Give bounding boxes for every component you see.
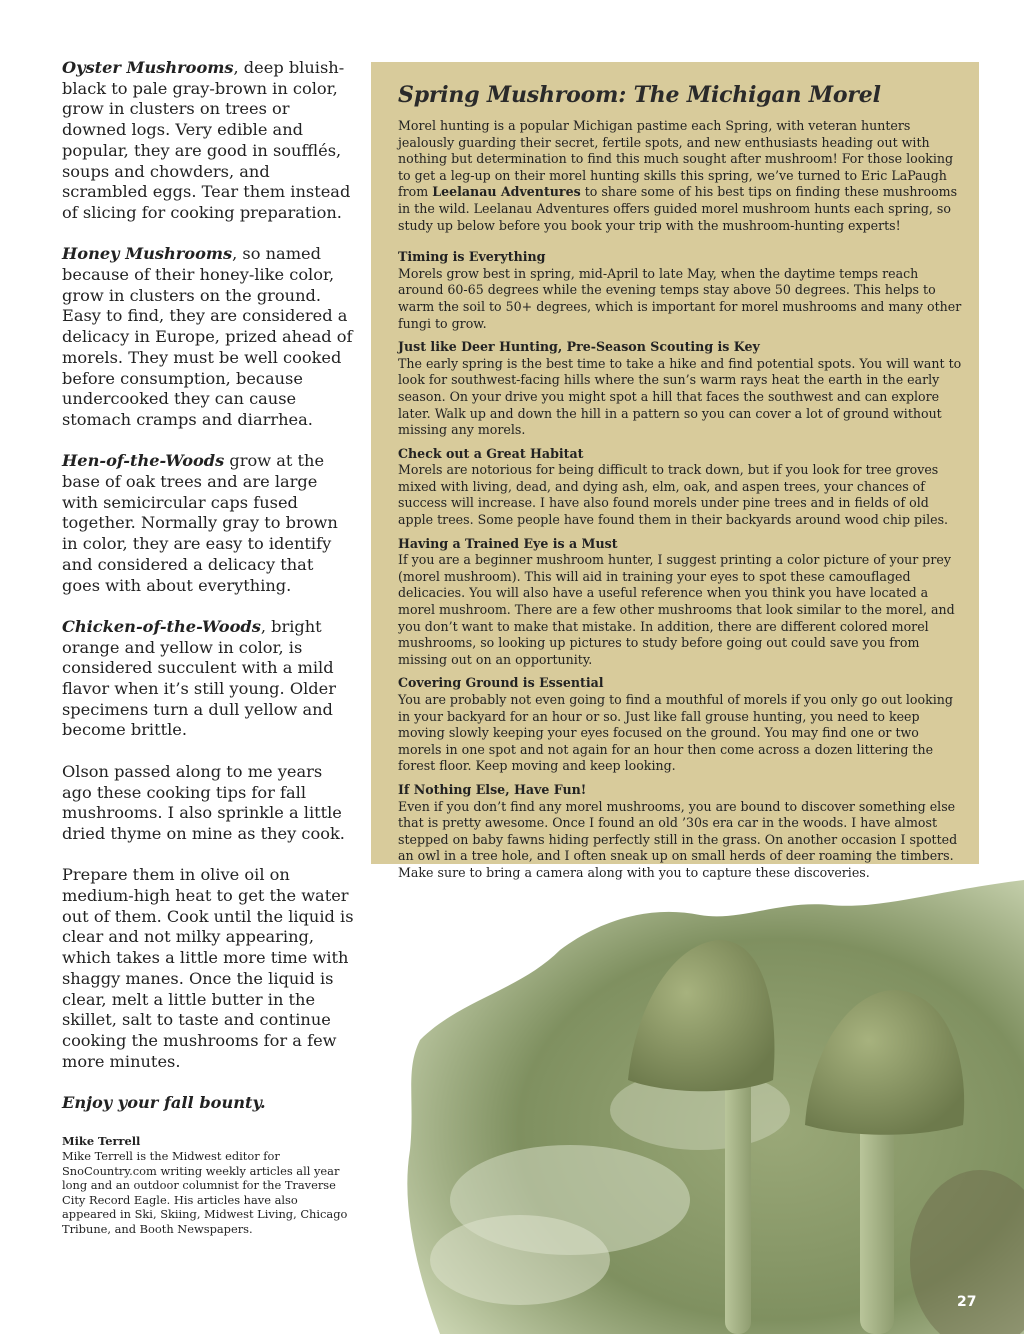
closing-line: Enjoy your fall bounty.	[62, 1093, 266, 1113]
section-title: Covering Ground is Essential	[398, 675, 604, 691]
chicken-heading: Chicken-of-the-Woods	[62, 616, 261, 636]
paragraph-honey	[62, 244, 354, 430]
hen-heading: Hen-of-the-Woods	[62, 451, 225, 471]
oyster-heading: Oyster Mushrooms	[62, 58, 234, 77]
hen-text: grow at the base of oak trees and are large with semicircular caps fused together. Normally gray to brown in color, they are easy to identify and considered a delicacy that goes with about everything.	[62, 451, 338, 595]
oyster-text: , deep bluish-black to pale gray-brown in color, grow in clusters on trees or downed logs. Very edible and popular, they are good in soufflés, soups and chowders, and scrambled eggs. Tear them instead of slicing for cooking preparation.	[62, 58, 351, 222]
section-title: Just like Deer Hunting, Pre-Season Scouting is Key	[398, 339, 760, 355]
mushroom-photo	[400, 880, 1024, 1334]
sidebar-title: Spring Mushroom: The Michigan Morel	[398, 82, 881, 108]
sidebar-section	[398, 339, 963, 439]
intro-company: Leelanau Adventures	[432, 184, 581, 200]
article-column	[62, 58, 354, 1237]
sidebar-intro	[398, 118, 963, 234]
intro-part-a: Morel hunting is a popular Michigan pastime each Spring, with veteran hunters jealously guarding their secret, fertile spots, and new enthusiasts heading out with nothing but determination to find this much sought after mushroom! For those looking to get a leg-up on their morel hunting skills this spring, we’ve turned to Eric LaPaugh from	[398, 118, 954, 200]
section-body: Even if you don’t find any morel mushrooms, you are bound to discover something else that is pretty awesome. Once I found an old ’30s era car in the woods. I have almost stepped on baby fawns hiding perfectly still in the grass. On another occasion I spotted an owl in a tree hole, and I often sneak up on small herds of deer roaming the timbers. Make sure to bring a camera along with you to capture these discoveries.	[398, 798, 958, 880]
chicken-text: , bright orange and yellow in color, is considered succulent with a mild flavor when it’s still young. Older specimens turn a dull yellow and become brittle.	[62, 616, 336, 740]
paragraph-prepare: Prepare them in olive oil on medium-high heat to get the water out of them. Cook until the liquid is clear and not milky appearing, which takes a little more time with shaggy manes. Once the liquid is clear, melt a little butter in the skillet, salt to taste and continue cooking the mushrooms for a few more minutes.	[62, 865, 354, 1071]
section-title: Timing is Everything	[398, 249, 546, 265]
author-name: Mike Terrell	[62, 1134, 141, 1149]
section-body: If you are a beginner mushroom hunter, I suggest printing a color picture of your prey (morel mushroom). This will aid in training your eyes to spot these camouflaged delicacies. You will also have a useful reference when you think you have located a morel mushroom. There are a few other mushrooms that look similar to the morel, and you don’t want to make that mistake. In addition, there are different colored morel mushrooms, so looking up pictures to study before going out could save you from missing out on an opportunity.	[398, 552, 955, 667]
sidebar-section	[398, 446, 963, 529]
left-mushroom-stem	[725, 1060, 751, 1334]
sidebar-section	[398, 675, 963, 775]
sidebar-section	[398, 249, 963, 332]
section-body: Morels are notorious for being difficult to track down, but if you look for tree groves mixed with living, dead, and dying ash, elm, oak, and aspen trees, your chances of success will increase. I have also found morels under pine trees and in fields of old apple trees. Some people have found them in their backyards around wood chip piles.	[398, 462, 949, 528]
section-body: Morels grow best in spring, mid-April to late May, when the daytime temps reach around 60-65 degrees while the evening temps stay above 50 degrees. This helps to warm the soil to 50+ degrees, which is important for morel mushrooms and many other fungi to grow.	[398, 265, 962, 331]
moss-patch	[430, 1215, 610, 1305]
right-mushroom-stem	[860, 1110, 894, 1334]
honey-heading: Honey Mushrooms	[62, 244, 233, 264]
author-bio-text: Mike Terrell is the Midwest editor for SnoCountry.com writing weekly articles all year long and an outdoor columnist for the Traverse City Record Eagle. His articles have also appeared in Ski, Skiing, Midwest Living, Chicago Tribune, and Booth Newspapers.	[62, 1149, 348, 1237]
sidebar-section	[398, 782, 963, 882]
section-body: You are probably not even going to find a mouthful of morels if you only go out looking in your backyard for an hour or so. Just like fall grouse hunting, you need to keep moving slowly keeping your eyes focused on the ground. You may find one or two morels in one spot and not again for an hour then come across a dozen littering the forest floor. Keep moving and keep looking.	[398, 692, 953, 774]
paragraph-olson: Olson passed along to me years ago these cooking tips for fall mushrooms. I also sprinkle a little dried thyme on mine as they cook.	[62, 761, 345, 843]
paragraph-hen	[62, 451, 354, 596]
section-body: The early spring is the best time to take a hike and find potential spots. You will want to look for southwest-facing hills where the sun’s warm rays heat the earth in the early season. On your drive you might spot a hill that faces the southwest and can explore later. Walk up and down the hill in a pattern so you can cover a lot of ground without missing any morels.	[398, 355, 962, 438]
author-bio	[62, 1134, 354, 1236]
page-number: 27	[957, 1294, 977, 1310]
section-title: If Nothing Else, Have Fun!	[398, 781, 587, 797]
section-title: Having a Trained Eye is a Must	[398, 535, 618, 551]
sidebar-section	[398, 536, 963, 669]
morel-sidebar	[371, 62, 979, 880]
honey-text: , so named because of their honey-like color, grow in clusters on the ground. Easy to find, they are considered a delicacy in Europe, prized ahead of morels. They must be well cooked before consumption, because undercooked they can cause stomach cramps and diarrhea.	[62, 244, 353, 429]
paragraph-chicken	[62, 617, 354, 741]
section-title: Check out a Great Habitat	[398, 445, 584, 461]
paragraph-oyster	[62, 58, 354, 224]
intro-part-b: to share some of his best tips on finding these mushrooms in the wild. Leelanau Adventures offers guided morel mushroom hunts each spring, so study up below before you book your trip with the mushroom-hunting experts!	[398, 184, 958, 233]
